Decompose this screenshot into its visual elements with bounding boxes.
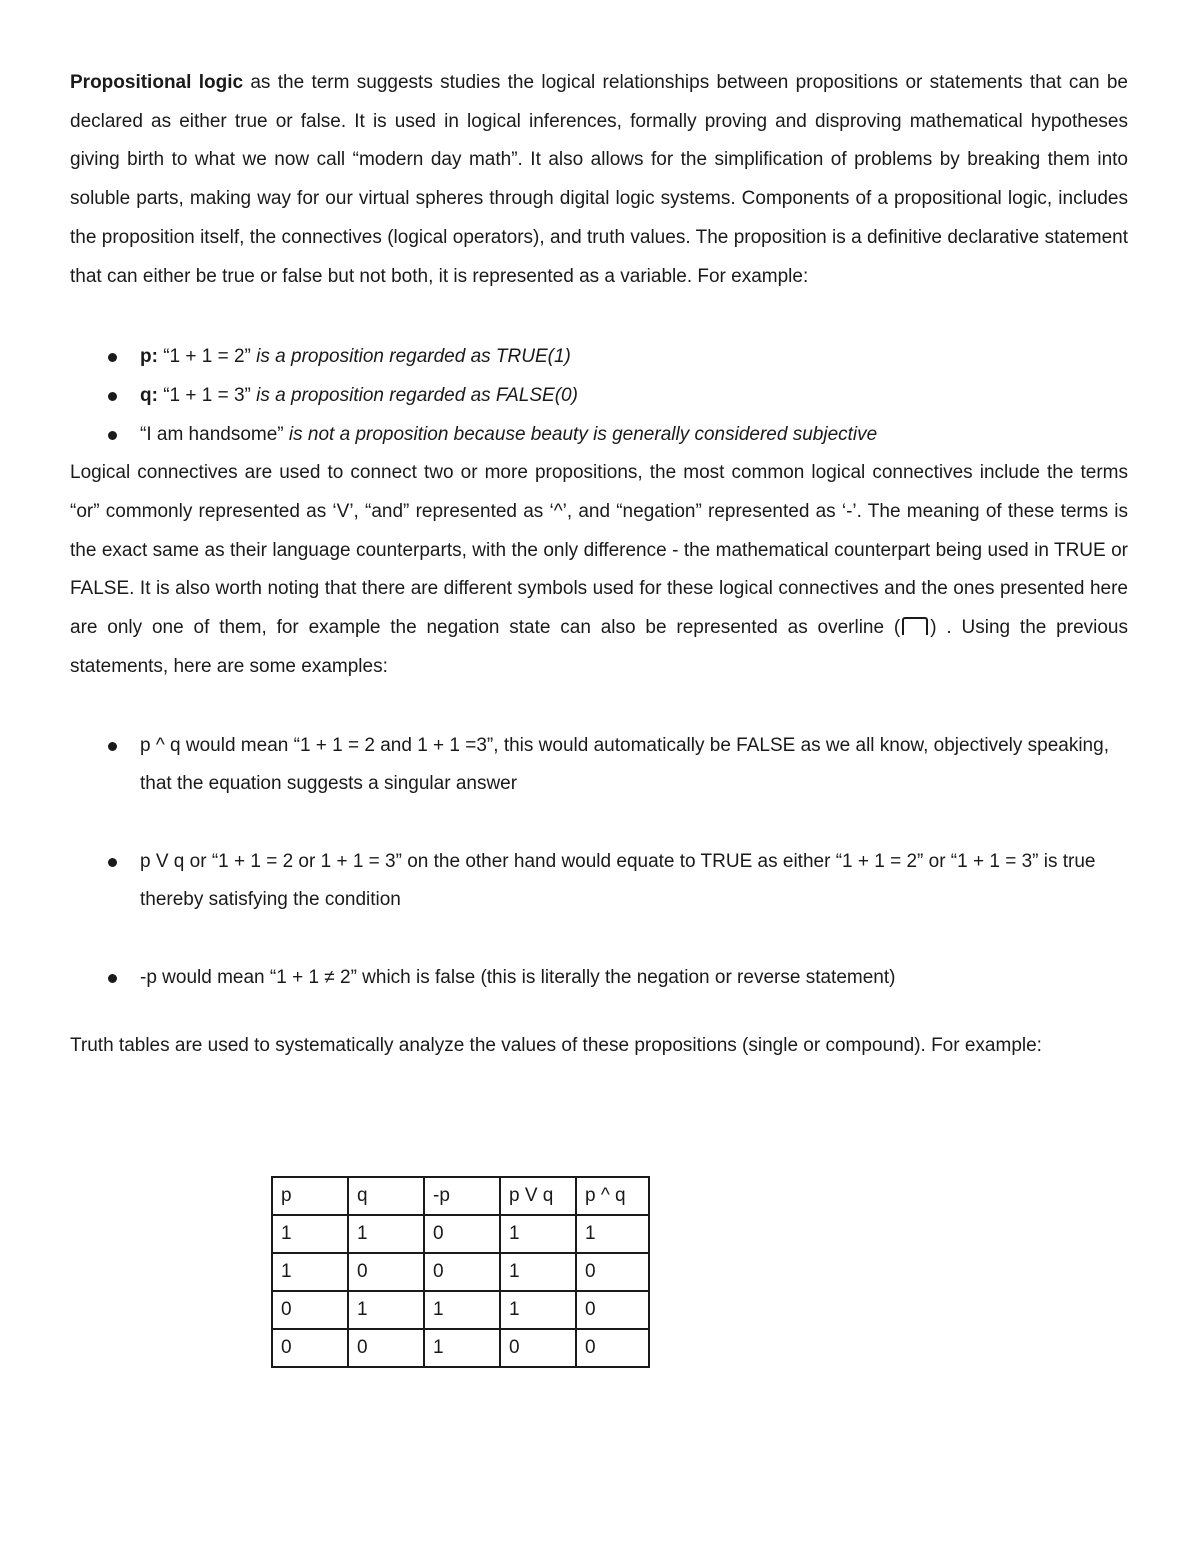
- table-row: [272, 1253, 649, 1291]
- table-header-row: [272, 1177, 649, 1215]
- intro-bold-lead: Propositional logic: [70, 72, 244, 93]
- table-cell: 0: [272, 1329, 348, 1367]
- truth-table: [271, 1176, 650, 1368]
- bullet-icon: [108, 858, 117, 867]
- compound-examples-list: [70, 727, 1128, 998]
- example-desc: is not a proposition because beauty is generally considered subjective: [288, 423, 878, 445]
- table-header-cell: -p: [424, 1177, 500, 1215]
- truth-intro-paragraph: Truth tables are used to systematically analyze the values of these propositions (single or compound). For example:: [70, 1035, 1042, 1057]
- compound-example-text: -p would mean “1 + 1 ≠ 2” which is false (this is literally the negation or reverse statement): [140, 966, 896, 988]
- bullet-icon: [108, 974, 117, 983]
- list-item: [70, 338, 1128, 377]
- table-cell: 0: [576, 1291, 649, 1329]
- table-row: [272, 1291, 649, 1329]
- table-cell: 1: [576, 1215, 649, 1253]
- intro-paragraph: [70, 64, 1128, 296]
- table-cell: 1: [500, 1253, 576, 1291]
- list-item: [70, 843, 1128, 920]
- overline-icon: [902, 617, 928, 635]
- list-item: [70, 416, 1128, 455]
- compound-example-text: p ^ q would mean “1 + 1 = 2 and 1 + 1 =3”, this would automatically be FALSE as we all know, objectively speaking, that the equation suggests a singular answer: [140, 734, 1109, 795]
- table-cell: 1: [424, 1291, 500, 1329]
- table-cell: 1: [348, 1291, 424, 1329]
- example-var: q:: [140, 384, 158, 406]
- table-cell: 0: [424, 1215, 500, 1253]
- table-cell: 0: [348, 1253, 424, 1291]
- table-header-cell: p V q: [500, 1177, 576, 1215]
- table-cell: 1: [272, 1253, 348, 1291]
- bullet-icon: [108, 353, 117, 362]
- table-header-cell: p ^ q: [576, 1177, 649, 1215]
- table-cell: 1: [500, 1215, 576, 1253]
- connectives-text-after: ) . Using the previous statements, here are some examples:: [70, 617, 1128, 677]
- table-cell: 0: [576, 1253, 649, 1291]
- table-row: [272, 1329, 649, 1367]
- intro-text: as the term suggests studies the logical relationships between propositions or statements that can be declared as either true or false. It is used in logical inferences, formally proving and disproving mathematical hypotheses giving birth to what we now call “modern day math”. It also allows for the simplification of problems by breaking them into soluble parts, making way for our virtual spheres through digital logic systems. Components of a propositional logic, includes the proposition itself, the connectives (logical operators), and truth values. The proposition is a definitive declarative statement that can either be true or false but not both, it is represented as a variable. For example:: [70, 72, 1128, 287]
- example-desc: is a proposition regarded as TRUE(1): [256, 346, 571, 368]
- table-cell: 0: [348, 1329, 424, 1367]
- table-cell: 0: [424, 1253, 500, 1291]
- table-cell: 1: [272, 1215, 348, 1253]
- table-cell: 0: [500, 1329, 576, 1367]
- bullet-icon: [108, 742, 117, 751]
- proposition-examples-list: [70, 338, 1128, 454]
- connectives-paragraph: [70, 454, 1128, 686]
- compound-example-text: p V q or “1 + 1 = 2 or 1 + 1 = 3” on the other hand would equate to TRUE as either “1 + 1 = 2” or “1 + 1 = 3” is true thereby satisfying the condition: [140, 850, 1096, 911]
- table-cell: 1: [500, 1291, 576, 1329]
- list-item: [70, 959, 1128, 998]
- table-cell: 1: [424, 1329, 500, 1367]
- example-quote: “I am handsome”: [140, 423, 289, 445]
- list-item: [70, 727, 1128, 804]
- table-row: [272, 1215, 649, 1253]
- example-var: p:: [140, 346, 158, 368]
- bullet-icon: [108, 392, 117, 401]
- document-page: [70, 64, 1128, 1066]
- example-quote: “1 + 1 = 3”: [157, 384, 257, 406]
- table-cell: 0: [576, 1329, 649, 1367]
- table-header-cell: q: [348, 1177, 424, 1215]
- list-item: [70, 377, 1128, 416]
- example-desc: is a proposition regarded as FALSE(0): [256, 384, 578, 406]
- table-cell: 1: [348, 1215, 424, 1253]
- connectives-text-before: Logical connectives are used to connect two or more propositions, the most common logical connectives include the terms “or” commonly represented as ‘V’, “and” represented as ‘^’, and “negation” represented as ‘-’. The meaning of these terms is the exact same as their language counterparts, with the only difference - the mathematical counterpart being used in TRUE or FALSE. It is also worth noting that there are different symbols used for these logical connectives and the ones presented here are only one of them, for example the negation state can also be represented as overline (: [70, 462, 1128, 639]
- table-cell: 0: [272, 1291, 348, 1329]
- bullet-icon: [108, 431, 117, 440]
- example-quote: “1 + 1 = 2”: [157, 346, 257, 368]
- table-header-cell: p: [272, 1177, 348, 1215]
